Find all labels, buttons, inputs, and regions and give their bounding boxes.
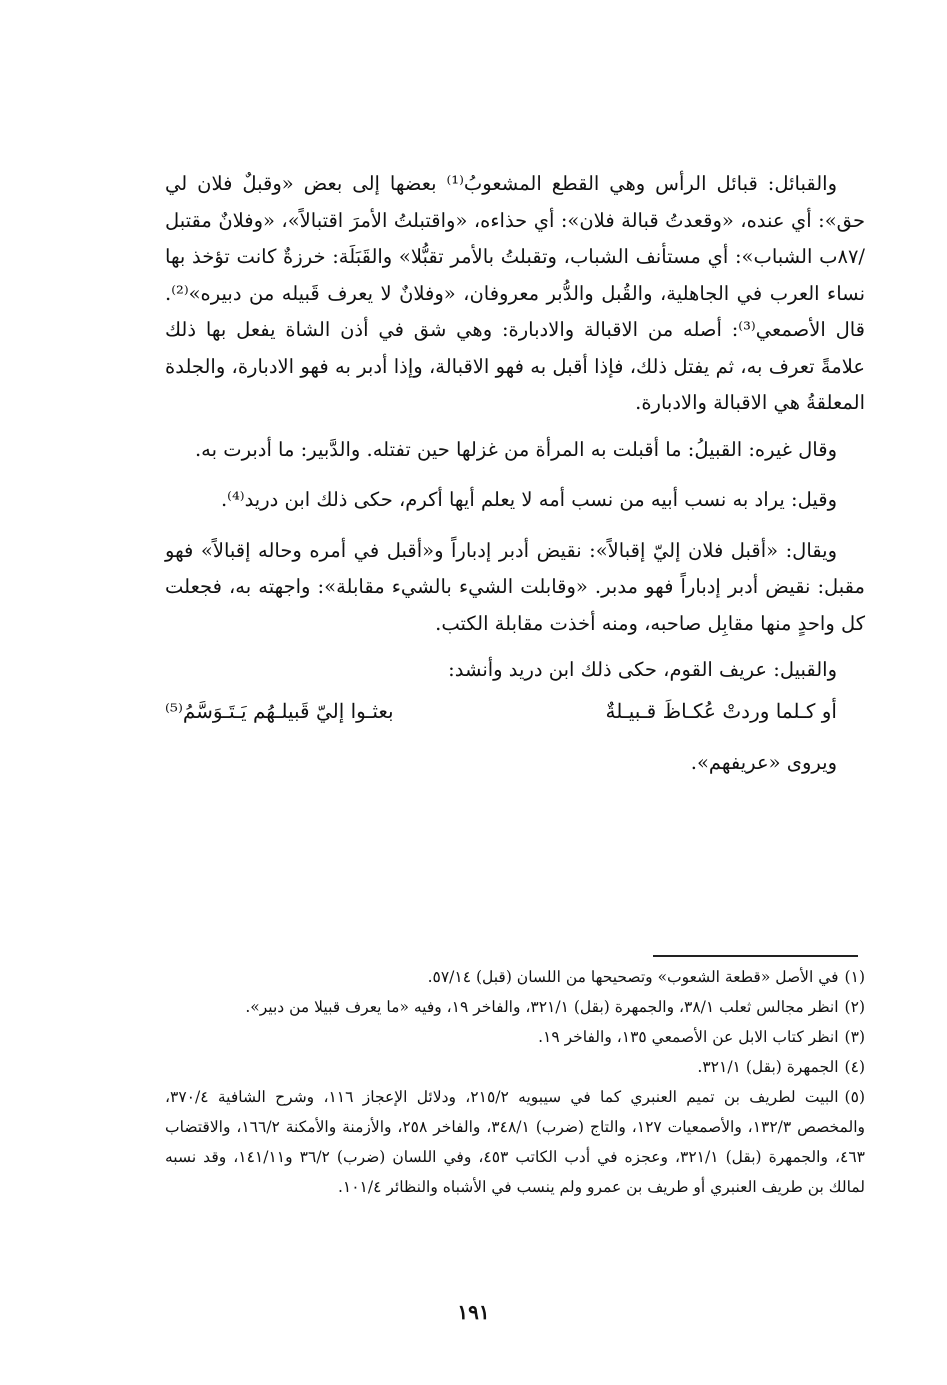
footnote-4 xyxy=(165,1052,865,1082)
poetry-verse xyxy=(165,691,865,731)
footnote-text: انظر كتاب الابل عن الأصمعي ١٣٥، والفاخر ١٩. xyxy=(538,1028,839,1046)
footnote-number: (١) xyxy=(844,968,865,986)
main-text xyxy=(165,166,865,781)
footnote-text: البيت لطريف بن تميم العنبري كما في سيبويه ٢١٥/٢، ودلائل الإعجاز ١١٦، وشرح الشافية ٣٧٠/٤، والمخصص ١٣٢/٣، والأصمعيات ١٢٧، والتاج (ضرب) ٣٤٨/١، والفاخر ٢٥٨، والأزمنة والأمكنة ١٦٦/٢، والاقتضاب ٤٦٣، والجمهرة (بقل) ٣٢١/١، وعجزه في أدب الكاتب ٤٥٣، وفي اللسان (ضرب) ٣٦/٢ و١٤١/١١، وقد نسبه لمالك بن طريف العنبري أو طريف بن عمرو ولم ينسب في الأشباه والنظائر ١٠١/٤. xyxy=(165,1088,865,1196)
footnotes xyxy=(165,962,865,1202)
footnote-1 xyxy=(165,962,865,992)
paragraph-nasab: وقيل: يراد به نسب أبيه من نسب أمه لا يعلم أيها أكرم، حكى ذلك ابن دريد⁽⁴⁾. xyxy=(220,488,837,511)
paragraph-qabil-definition: وقال غيره: القبيلُ: ما أقبلت به المرأة من غزلها حين تفتله. والدَّبير: ما أدبرت به. xyxy=(194,437,837,461)
footnote-separator xyxy=(653,955,858,957)
footnote-2 xyxy=(165,992,865,1022)
verse-first-hemistich: أو كـلما وردتْ عُكـاظَ قـبيـلةٌ xyxy=(605,698,837,723)
verse-second-hemistich: بعثـوا إليّ قَبيلـهُم يَـتَـوَسَّمُ⁽⁵⁾ xyxy=(165,698,394,723)
footnote-5 xyxy=(165,1082,865,1202)
footnote-number: (٥) xyxy=(844,1088,865,1106)
footnote-text: انظر مجالس ثعلب ٣٨/١، والجمهرة (بقل) ٣٢١/١، والفاخر ١٩، وفيه «ما يعرف قبيلا من دبير». xyxy=(245,998,839,1016)
footnote-number: (٤) xyxy=(844,1058,865,1076)
footnote-number: (٢) xyxy=(844,998,865,1016)
paragraph-arif: والقبيل: عريف القوم، حكى ذلك ابن دريد وأنشد: xyxy=(448,658,837,681)
paragraph-variant: ويروى «عريفهم». xyxy=(690,750,837,774)
page-number: ١٩١ xyxy=(457,1300,490,1324)
footnote-number: (٣) xyxy=(844,1028,865,1046)
footnote-3 xyxy=(165,1022,865,1052)
paragraph-iqbal: ويقال: «أقبل فلان إليّ إقبالاً»: نقيض أدبر إدباراً و«أقبل في أمره وحاله إقبالاً» فهو مقبل: نقيض أدبر إدباراً فهو مدبر. «وقابلت الشيء بالشيء مقابلة»: واجهته به، فجعلت كل واحدٍ منها مقابِل صاحبه، ومنه أخذت مقابلة الكتب. xyxy=(165,538,865,635)
footnote-text: الجمهرة (بقل) ٣٢١/١. xyxy=(697,1058,839,1076)
footnote-text: في الأصل «قطعة الشعوب» وتصحيحها من اللسان (قبل) ٥٧/١٤. xyxy=(427,968,839,986)
paragraph-qabail: والقبائل: قبائل الرأس وهي القطع المشعوبُ⁽¹⁾ بعضها إلى بعض «وقبلٌ فلان لي حق»: أي عنده، «وقعدتُ قبالة فلان»: أي حذاءه، «واقتبلتُ الأمرَ اقتبالاً»، «وفلانٌ مقتبل /٨٧ب الشباب»: أي مستأنف الشباب، وتقبلتُ بالأمر تقبُّلا» والقَبَلَة: خرزةٌ كانت تؤخذ بها نساء العرب في الجاهلية، والقُبل والدُّبر معروفان، «وفلانٌ لا يعرف قَبيله من دبيره»⁽²⁾. قال الأصمعي⁽³⁾: أصله من الاقبالة والادبارة: وهي شق في أذن الشاة يفعل بها ذلك علامةً تعرف به، ثم يفتل ذلك، فإذا أقبل به فهو الاقبالة، وإذا أدبر به فهو الادبارة، والجلدة المعلقةُ هي الاقبالة والادبارة. xyxy=(165,172,865,414)
